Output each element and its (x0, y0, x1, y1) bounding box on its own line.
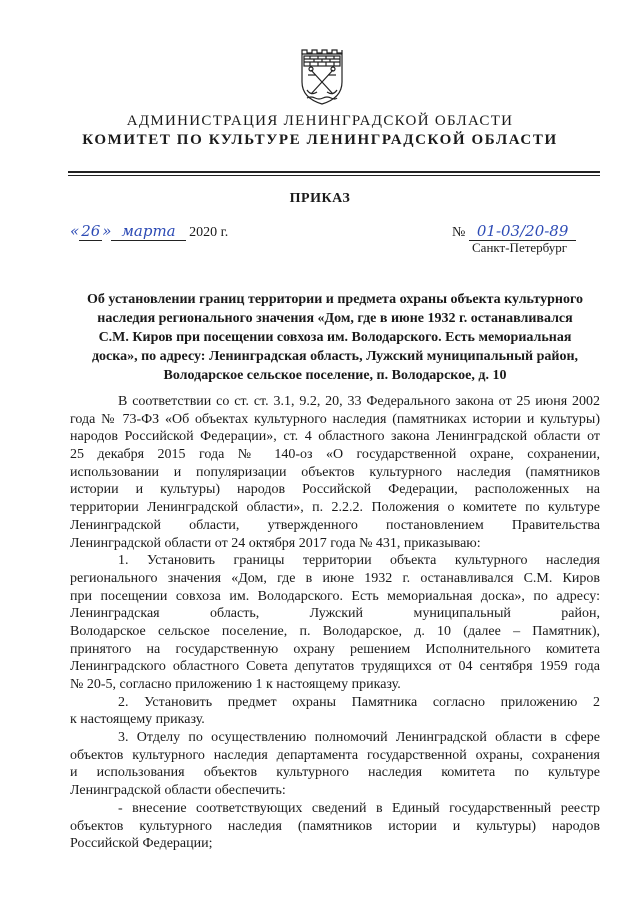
agency-name-line1: АДМИНИСТРАЦИЯ ЛЕНИНГРАДСКОЙ ОБЛАСТИ (126, 113, 514, 129)
body-line: В соответствии со ст. ст. 3.1, 9.2, 20, 33 Федерального закона от 25 июня 2002 (118, 394, 600, 409)
number-prefix: № (452, 225, 466, 240)
body-line: объектов культурного наследия департамента государственной охраны, сохранения (70, 747, 600, 763)
body-line: народов Российской Федерации», ст. 4 областного закона Ленинградской области от (70, 429, 600, 445)
body-line: Ленинградская область, Лужский муниципальный район, (70, 606, 600, 622)
document-date (70, 222, 228, 241)
date-year: 2020 г. (189, 225, 229, 240)
document-number (452, 222, 576, 241)
heading-line: С.М. Киров при посещении совхоза им. Володарского. Есть мемориальная (98, 330, 572, 345)
date-day: 26 (81, 222, 101, 240)
document-place: Санкт-Петербург (472, 240, 568, 255)
body-line: № 20-5, согласно приложению 1 к настоящему приказу. (70, 677, 401, 692)
body-line: Ленинградской области обеспечить: (70, 783, 286, 799)
body-line: Володарское сельское поселение, п. Володарское, д. 10 (далее – Памятник), (70, 623, 600, 639)
header-divider-thin (68, 175, 600, 176)
header-divider-thick (68, 171, 600, 173)
body-line: использовании и популяризации объектов культурного наследия (памятников (70, 464, 600, 480)
body-line: 2. Установить предмет охраны Памятника согласно приложению 2 (118, 694, 600, 710)
body-line: 25 декабря 2015 года № 140-оз «О государственной охране, сохранении, (70, 447, 600, 463)
agency-name-line2: КОМИТЕТ ПО КУЛЬТУРЕ ЛЕНИНГРАДСКОЙ ОБЛАСТИ (82, 132, 558, 148)
body-line: объектов культурного наследия (памятников истории и культуры) народов (70, 818, 600, 834)
body-line: при посещении совхоза им. Володарского. Есть мемориальная доска», по адресу: (70, 588, 600, 604)
body-line: года № 73-ФЗ «Об объектах культурного наследия (памятниках истории и культуры) (70, 411, 600, 427)
date-close-quote: » (102, 222, 112, 240)
coat-of-arms-emblem-icon (299, 48, 345, 106)
body-line: регионального значения «Дом, где в июне 1932 г. останавливался С.М. Киров (70, 570, 600, 586)
date-month: марта (111, 222, 185, 241)
body-line: территории Ленинградской области», п. 2.2.2. Положения о комитете по культуре (70, 500, 600, 516)
body-line: Ленинградского областного Совета депутатов трудящихся от 04 сентября 1959 года (70, 659, 600, 675)
heading-line: Об установлении границ территории и предмета охраны объекта культурного (87, 292, 583, 307)
body-line: 1. Установить границы территории объекта культурного наследия (118, 553, 600, 569)
body-line: принятого на государственную охрану решением Исполнительного комитета (70, 641, 600, 657)
body-line: 3. Отделу по осуществлению полномочий Ленинградской области в сфере (118, 730, 600, 746)
heading-line: Володарское сельское поселение, п. Володарское, д. 10 (163, 368, 507, 383)
number-value: 01-03/20-89 (469, 222, 577, 241)
date-open-quote: « (70, 222, 80, 240)
heading-line: доска», по адресу: Ленинградская область, Лужский муниципальный район, (91, 349, 579, 364)
body-line: и использования объектов культурного наследия комитета по культуре (70, 765, 600, 781)
body-line: истории и культуры) народов Российской Федерации, расположенных на (70, 482, 600, 498)
body-line: - внесение соответствующих сведений в Единый государственный реестр (118, 800, 600, 816)
document-body (70, 393, 600, 853)
document-heading (70, 290, 600, 385)
document-type: ПРИКАЗ (289, 191, 351, 206)
body-line: Российской Федерации; (70, 836, 213, 852)
body-line: Ленинградской области от 24 октября 2017 года № 431, приказываю: (70, 535, 481, 551)
body-line: к настоящему приказу. (70, 712, 205, 728)
heading-line: наследия регионального значения «Дом, где в июне 1932 г. останавливался (97, 311, 573, 326)
body-line: Ленинградской области, утвержденного постановлением Правительства (70, 517, 600, 533)
